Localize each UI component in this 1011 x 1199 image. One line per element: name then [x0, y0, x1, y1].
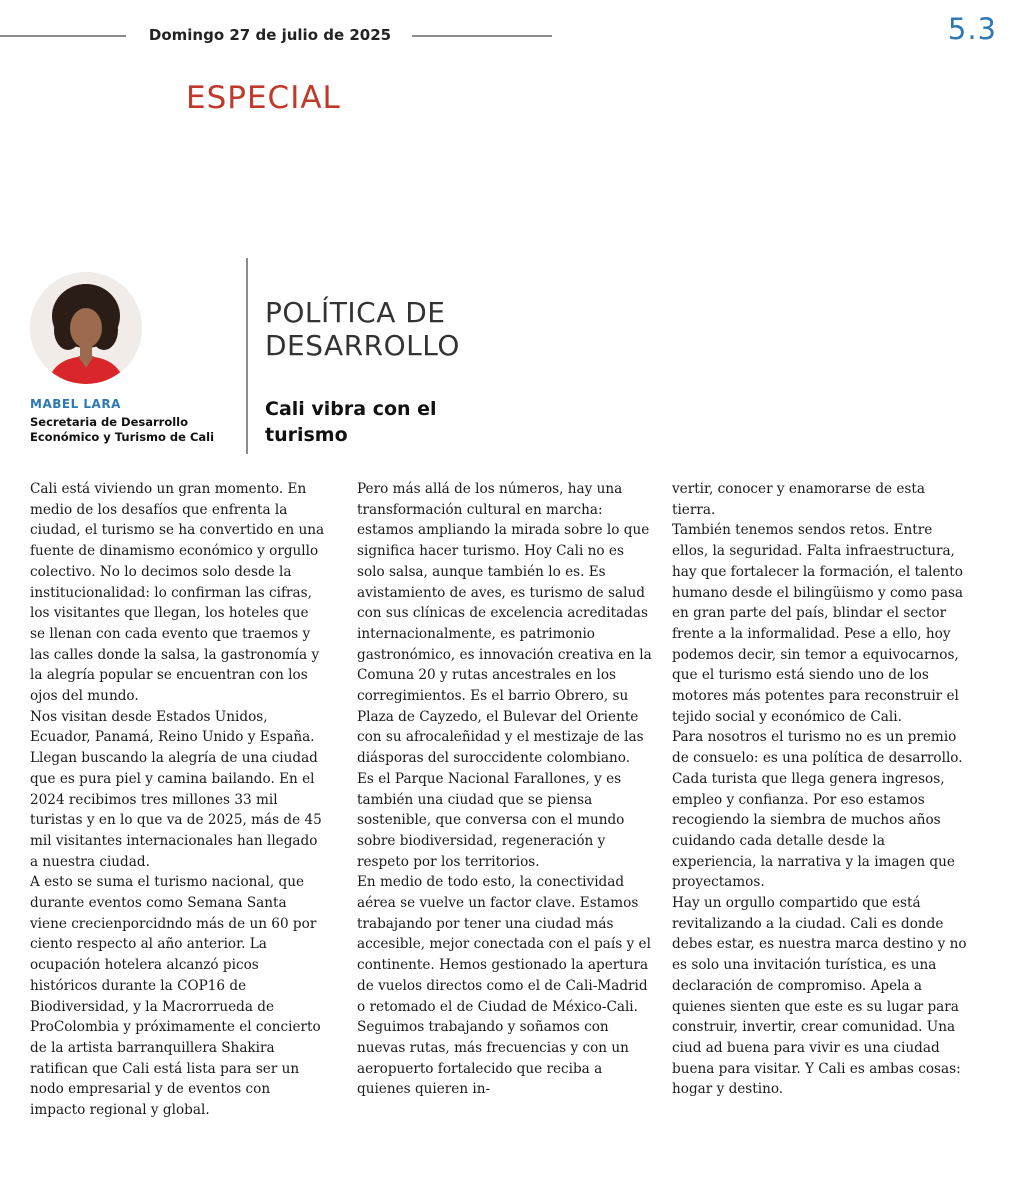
body-column-3	[672, 479, 967, 1100]
paragraph: Es el Parque Nacional Farallones, y es también una ciudad que se piensa sostenible, que conversa con el mundo sobre biodiversidad, regeneración y respeto por los territorios.	[357, 770, 625, 870]
section-label: ESPECIAL	[186, 80, 341, 116]
paragraph: Cali está viviendo un gran momento. En medio de los desafíos que enfrenta la ciudad, el turismo se ha convertido en una fuente de dinamismo económico y orgullo colectivo. No lo decimos solo desde la institucionalidad: lo confirman las cifras, los visitantes que llegan, los hoteles que se llenan con cada evento que traemos y las calles donde la salsa, la gastronomía y la alegría popular se encuentran con los ojos del mundo.	[30, 481, 325, 705]
paragraph: A esto se suma el turismo nacional, que durante eventos como Semana Santa viene crecienporcidndo más de un 60 por ciento respecto al año anterior. La ocupación hotelera alcanzó picos históricos durante la COP16 de Biodiversidad, y la Macrorrueda de ProColombia y próximamente el concierto de la artista barranquillera Shakira ratifican que Cali está lista para ser un nodo empresarial y de eventos con impacto regional y global.	[30, 874, 321, 1119]
page-number: 5.3	[947, 12, 997, 46]
body-column-2	[357, 479, 652, 1100]
header-rule-right	[412, 35, 552, 37]
paragraph: Nos visitan desde Estados Unidos, Ecuador, Panamá, Reino Unido y España. Llegan buscando la alegría de una ciudad que es pura piel y camina bailando. En el 2024 recibimos tres millones 33 mil turistas y en lo que va de 2025, más de 45 mil visitantes internacionales han llegado a nuestra ciudad.	[30, 708, 322, 870]
paragraph: Hay un orgullo compartido que está revitalizando a la ciudad. Cali es donde debes estar, es nuestra marca destino y no es solo una invitación turística, es una declaración de compromiso. Apela a quienes sienten que este es su lugar para construir, invertir, crear comunidad. Una ciud ad buena para vivir es una ciudad buena para visitar. Y Cali es ambas cosas: hogar y destino.	[672, 895, 967, 1098]
author-divider	[246, 258, 248, 454]
author-name: MABEL LARA	[30, 397, 121, 411]
paragraph: vertir, conocer y enamorarse de esta tierra.	[672, 481, 925, 518]
author-role: Secretaria de Desarrollo Económico y Turismo de Cali	[30, 415, 215, 444]
body-column-1	[30, 479, 325, 1121]
paragraph: En medio de todo esto, la conectividad aérea se vuelve un factor clave. Estamos trabajando por tener una ciudad más accesible, mejor conectada con el país y el continente. Hemos gestionado la apertura de vuelos directos como el de Cali-Madrid o retomado el de Ciudad de México-Cali. Seguimos trabajando y soñamos con nuevas rutas, más frecuencias y con un aeropuerto fortalecido que reciba a quienes quieren in-	[357, 874, 651, 1098]
paragraph: También tenemos sendos retos. Entre ellos, la seguridad. Falta infraestructura, hay que fortalecer la formación, el talento humano desde el bilingüismo y como pasa en gran parte del país, blindar el sector frente a la informalidad. Pese a ello, hoy podemos decir, sin temor a equivocarnos, que el turismo está siendo uno de los motores más potentes para reconstruir el tejido social y económico de Cali.	[672, 522, 964, 725]
author-photo	[30, 272, 142, 384]
column-title: POLÍTICA DE DESARROLLO	[265, 296, 460, 362]
edition-date: Domingo 27 de julio de 2025	[148, 26, 392, 44]
paragraph: Para nosotros el turismo no es un premio de consuelo: es una política de desarrollo. Cada turista que llega genera ingresos, empleo y confianza. Por eso estamos recogiendo la siembra de muchos años cuidando cada detalle desde la experiencia, la narrativa y la imagen que proyectamos.	[672, 729, 963, 891]
article-headline: Cali vibra con el turismo	[265, 398, 437, 446]
header-rule-left	[0, 35, 126, 37]
paragraph: Pero más allá de los números, hay una transformación cultural en marcha: estamos ampliando la mirada sobre lo que significa hacer turismo. Hoy Cali no es solo salsa, aunque también lo es. Es avistamiento de aves, es turismo de salud con sus clínicas de excelencia acreditadas internacionalmente, es patrimonio gastronómico, es innovación creativa en la Comuna 20 y rutas ancestrales en los corregimientos. Es el barrio Obrero, su Plaza de Cayzedo, el Bulevar del Oriente con su afrocaleñidad y el mestizaje de las diásporas del suroccidente colombiano.	[357, 481, 652, 767]
